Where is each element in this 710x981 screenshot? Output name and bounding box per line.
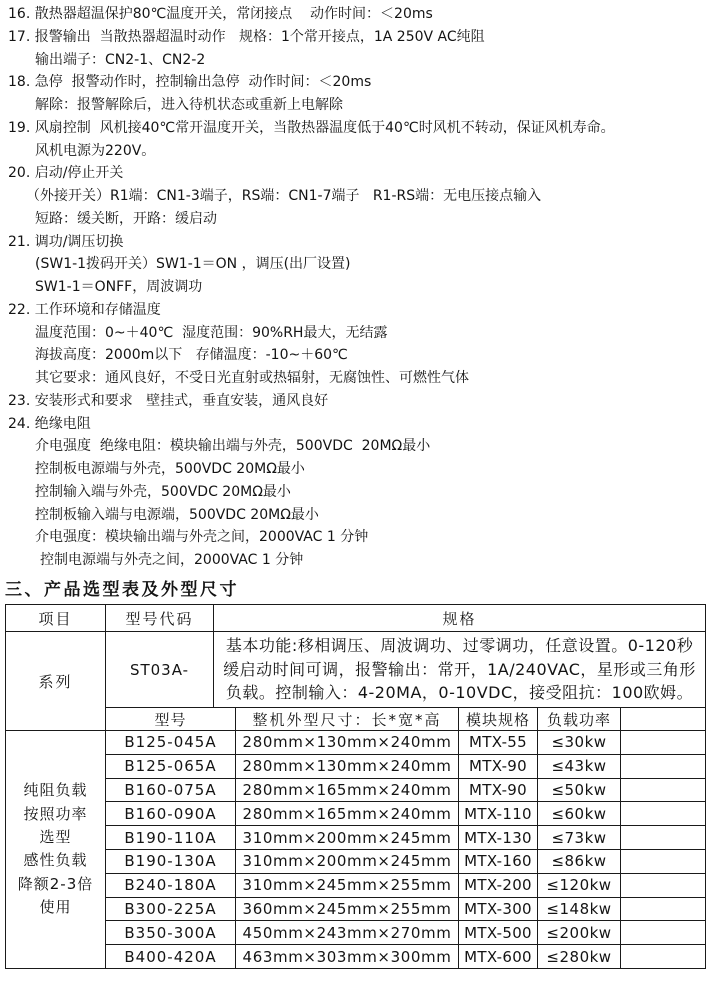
load-power-cell: ≤280kw [538, 945, 621, 969]
module-cell: MTX-200 [459, 873, 538, 897]
model-cell: B160-090A [106, 802, 236, 826]
table-header-row [6, 605, 706, 632]
note-line-20-external: （外接开关）R1端：CN1-3端子，RS端：CN1-7端子 R1-RS端：无电压接点输入 [26, 188, 542, 204]
load-power-cell: ≤200kw [538, 921, 621, 945]
note-line-22-other: 其它要求：通风良好，不受日光直射或热辐射，无腐蚀性、可燃性气体 [35, 370, 469, 386]
note-line-23: 23. 安装形式和要求 壁挂式，垂直安装，通风良好 [8, 392, 329, 409]
model-cell: B190-130A [106, 849, 236, 873]
model-cell: B190-110A [106, 826, 236, 850]
dimensions-cell: 450mm×243mm×270mm [236, 921, 459, 945]
dimensions-cell: 310mm×200mm×245mm [236, 826, 459, 850]
selection-note-line: 纯阻负载 [23, 781, 88, 800]
note-line-19-power: 风机电源为220V。 [35, 142, 156, 159]
blank-cell [621, 873, 706, 897]
note-line-21: 21. 调功/调压切换 [8, 233, 124, 250]
table-row [6, 897, 706, 921]
series-spec [214, 632, 706, 708]
selection-note-line: 选型 [39, 828, 72, 847]
note-line-21-off: SW1-1＝ONFF，周波调功 [35, 279, 203, 295]
load-power-cell: ≤43kw [538, 754, 621, 778]
series-row [6, 632, 706, 708]
header-model-code: 型号代码 [106, 605, 214, 632]
blank-cell [621, 921, 706, 945]
load-power-cell: ≤120kw [538, 873, 621, 897]
table-row [6, 921, 706, 945]
series-spec-line: 缓启动时间可调，报警输出：常开，1A/240VAC，星形或三角形 [223, 659, 696, 679]
note-line-19: 19. 风扇控制 风机接40℃常开温度开关，当散热器温度低于40℃时风机不转动，保证风机寿命。 [8, 119, 615, 136]
selection-note-line: 降额2-3倍 [17, 874, 94, 893]
note-line-22-altitude: 海拔高度：2000m以下 存储温度：-10~＋60℃ [35, 347, 348, 364]
module-cell: MTX-90 [459, 778, 538, 802]
sub-header-load-power: 负载功率 [538, 708, 621, 731]
note-line-18-release: 解除：报警解除后，进入待机状态或重新上电解除 [35, 97, 343, 113]
note-line-24-f: 控制电源端与外壳之间，2000VAC 1 分钟 [40, 552, 304, 568]
load-power-cell: ≤148kw [538, 897, 621, 921]
load-power-cell: ≤50kw [538, 778, 621, 802]
blank-cell [621, 826, 706, 850]
dimensions-cell: 280mm×165mm×240mm [236, 778, 459, 802]
load-power-cell: ≤86kw [538, 849, 621, 873]
note-line-24-a: 介电强度 绝缘电阻：模块输出端与外壳，500VDC 20MΩ最小 [35, 438, 431, 455]
note-line-20: 20. 启动/停止开关 [8, 165, 124, 182]
note-line-24-c: 控制输入端与外壳，500VDC 20MΩ最小 [35, 483, 291, 500]
blank-cell [621, 708, 706, 731]
module-cell: MTX-160 [459, 849, 538, 873]
note-line-21-on: (SW1-1拨码开关）SW1-1＝ON ，调压(出厂设置) [35, 256, 351, 273]
model-cell: B350-300A [106, 921, 236, 945]
blank-cell [621, 754, 706, 778]
table-row [6, 731, 706, 755]
series-spec-line: 负载。控制输入：4-20MA，0-10VDC，接受阻抗：100欧姆。 [225, 683, 694, 703]
blank-cell [621, 849, 706, 873]
note-line-24: 24. 绝缘电阻 [8, 415, 91, 432]
model-cell: B240-180A [106, 873, 236, 897]
note-line-17-terminals: 输出端子：CN2-1、CN2-2 [35, 51, 206, 68]
blank-cell [621, 802, 706, 826]
load-power-cell: ≤73kw [538, 826, 621, 850]
dimensions-cell: 360mm×245mm×255mm [236, 897, 459, 921]
note-line-22-temp: 温度范围：0~＋40℃ 湿度范围：90%RH最大，无结露 [35, 324, 388, 341]
blank-cell [621, 778, 706, 802]
blank-cell [621, 945, 706, 969]
sub-header-module: 模块规格 [459, 708, 538, 731]
spec-notes-list [0, 3, 710, 572]
note-line-17: 17. 报警输出 当散热器超温时动作 规格：1个常开接点，1A 250V AC纯阻 [8, 28, 485, 45]
series-model-code: ST03A- [106, 632, 214, 708]
note-line-24-e: 介电强度：模块输出端与外壳之间，2000VAC 1 分钟 [35, 529, 369, 546]
selection-note [6, 731, 106, 969]
load-power-cell: ≤30kw [538, 731, 621, 755]
dimensions-cell: 310mm×245mm×255mm [236, 873, 459, 897]
note-line-20-short: 短路：缓关断，开路：缓启动 [35, 210, 217, 227]
dimensions-cell: 280mm×130mm×240mm [236, 754, 459, 778]
sub-header-dimensions: 整机外型尺寸：长*宽*高 [236, 708, 459, 731]
blank-cell [621, 897, 706, 921]
dimensions-cell: 310mm×200mm×245mm [236, 849, 459, 873]
table-row [6, 802, 706, 826]
model-cell: B125-065A [106, 754, 236, 778]
selection-note-line: 使用 [39, 898, 72, 917]
module-cell: MTX-600 [459, 945, 538, 969]
module-cell: MTX-110 [459, 802, 538, 826]
series-label: 系列 [6, 632, 106, 731]
selection-note-line: 感性负载 [23, 851, 88, 870]
table-row [6, 826, 706, 850]
note-line-24-b: 控制板电源端与外壳，500VDC 20MΩ最小 [35, 461, 305, 477]
model-cell: B125-045A [106, 731, 236, 755]
header-item: 项目 [6, 605, 106, 632]
selection-table [5, 604, 706, 969]
module-cell: MTX-500 [459, 921, 538, 945]
note-line-16: 16. 散热器超温保护80℃温度开关，常闭接点 动作时间：＜20ms [8, 6, 433, 22]
sub-header-model: 型号 [106, 708, 236, 731]
module-cell: MTX-55 [459, 731, 538, 755]
blank-cell [621, 731, 706, 755]
model-cell: B400-420A [106, 945, 236, 969]
dimensions-cell: 280mm×130mm×240mm [236, 731, 459, 755]
selection-note-line: 按照功率 [23, 804, 88, 823]
section-heading: 三、产品选型表及外型尺寸 [5, 580, 239, 600]
module-cell: MTX-90 [459, 754, 538, 778]
table-row [6, 849, 706, 873]
module-cell: MTX-300 [459, 897, 538, 921]
table-row [6, 754, 706, 778]
model-cell: B160-075A [106, 778, 236, 802]
dimensions-cell: 463mm×303mm×300mm [236, 945, 459, 969]
table-row [6, 873, 706, 897]
module-cell: MTX-130 [459, 826, 538, 850]
dimensions-cell: 280mm×165mm×240mm [236, 802, 459, 826]
model-cell: B300-225A [106, 897, 236, 921]
table-row [6, 945, 706, 969]
note-line-24-d: 控制板输入端与电源端，500VDC 20MΩ最小 [35, 506, 319, 523]
table-row [6, 778, 706, 802]
series-spec-line: 基本功能:移相调压、周波调功、过零调功，任意设置。0-120秒 [225, 636, 694, 656]
note-line-18: 18. 急停 报警动作时，控制输出急停 动作时间：＜20ms [8, 74, 372, 91]
header-spec: 规格 [214, 605, 706, 632]
note-line-22: 22. 工作环境和存储温度 [8, 301, 161, 318]
sub-header-row [6, 708, 706, 731]
load-power-cell: ≤60kw [538, 802, 621, 826]
